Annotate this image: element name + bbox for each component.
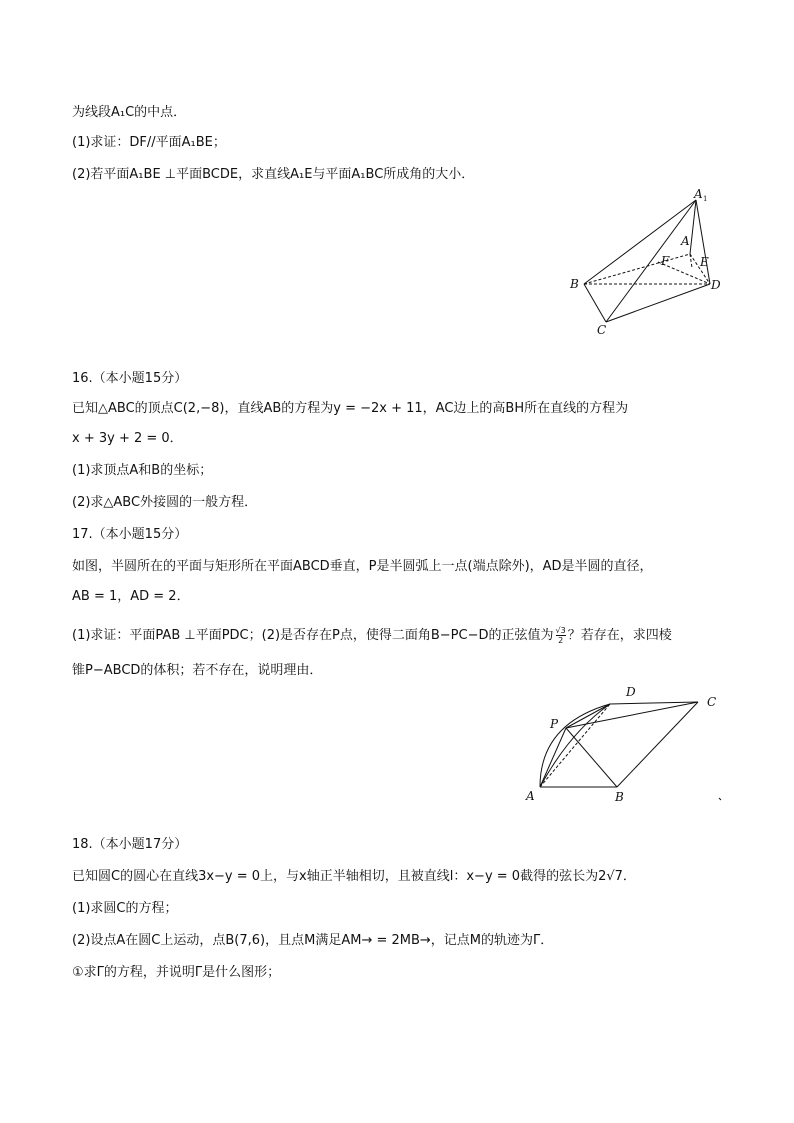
q18-part2-sub1: ①求Γ的方程，并说明Γ是什么图形； [72, 965, 281, 980]
text-line-1: 为线段A₁C的中点． [72, 105, 187, 120]
q17-part1-cont: 锥P−ABCD的体积；若不存在，说明理由． [72, 663, 323, 678]
figure-pyramid [560, 188, 730, 338]
q17-part1 [72, 626, 672, 645]
label-B: B [570, 277, 579, 291]
label-A: A [526, 789, 535, 803]
q16-part1: (1)求顶点A和B的坐标； [72, 463, 213, 478]
label-A: A [681, 234, 690, 248]
figure-semicircle-rectangle [520, 684, 730, 809]
label-P: P [550, 717, 559, 731]
q17-part1-tail: ？若存在，求四棱 [567, 628, 672, 643]
q16-stem-1: 已知△ABC的顶点C(2,−8)，直线AB的方程为y = −2x + 11，AC边上的高BH所在直线的方程为 [72, 401, 629, 416]
sqrt3-over-2-fraction [556, 626, 566, 645]
q17-stem-1: 如图，半圆所在的平面与矩形所在平面ABCD垂直，P是半圆弧上一点(端点除外)，AD是半圆的直径， [72, 559, 653, 574]
label-E: E [700, 255, 709, 269]
label-F: F [661, 254, 670, 268]
q17-stem-2: AB = 1，AD = 2． [72, 589, 190, 604]
label-D: D [711, 278, 721, 292]
q15-part2: (2)若平面A₁BE ⊥平面BCDE，求直线A₁E与平面A₁BC所成角的大小． [72, 167, 475, 182]
q16-stem-2: x + 3y + 2 = 0． [72, 431, 183, 446]
label-D: D [626, 685, 636, 699]
label-B: B [615, 790, 624, 804]
fraction-denominator: 2 [558, 636, 564, 645]
corner-mark [719, 798, 721, 800]
label-C: C [597, 323, 607, 337]
fraction-numerator: √3 [555, 626, 566, 635]
q17-header: 17.（本小题15分） [72, 527, 188, 542]
q16-header: 16.（本小题15分） [72, 371, 188, 386]
label-A1-sub: 1 [703, 195, 708, 203]
q18-part2: (2)设点A在圆C上运动，点B(7,6)，且点M满足AM→ = 2MB→，记点M的轨迹为Γ． [72, 933, 554, 948]
q18-part1: (1)求圆C的方程； [72, 901, 178, 916]
label-C: C [707, 695, 717, 709]
q17-part1-text: (1)求证：平面PAB ⊥平面PDC；(2)是否存在P点，使得二面角B−PC−D的正弦值为 [72, 628, 554, 643]
q15-part1: (1)求证：DF//平面A₁BE； [72, 135, 226, 150]
q18-stem: 已知圆C的圆心在直线3x−y = 0上，与x轴正半轴相切，且被直线l：x−y = 0截得的弦长为2√7． [72, 869, 636, 884]
q16-part2: (2)求△ABC外接圆的一般方程． [72, 495, 258, 510]
q18-header: 18.（本小题17分） [72, 837, 188, 852]
label-A1: A [694, 187, 703, 201]
